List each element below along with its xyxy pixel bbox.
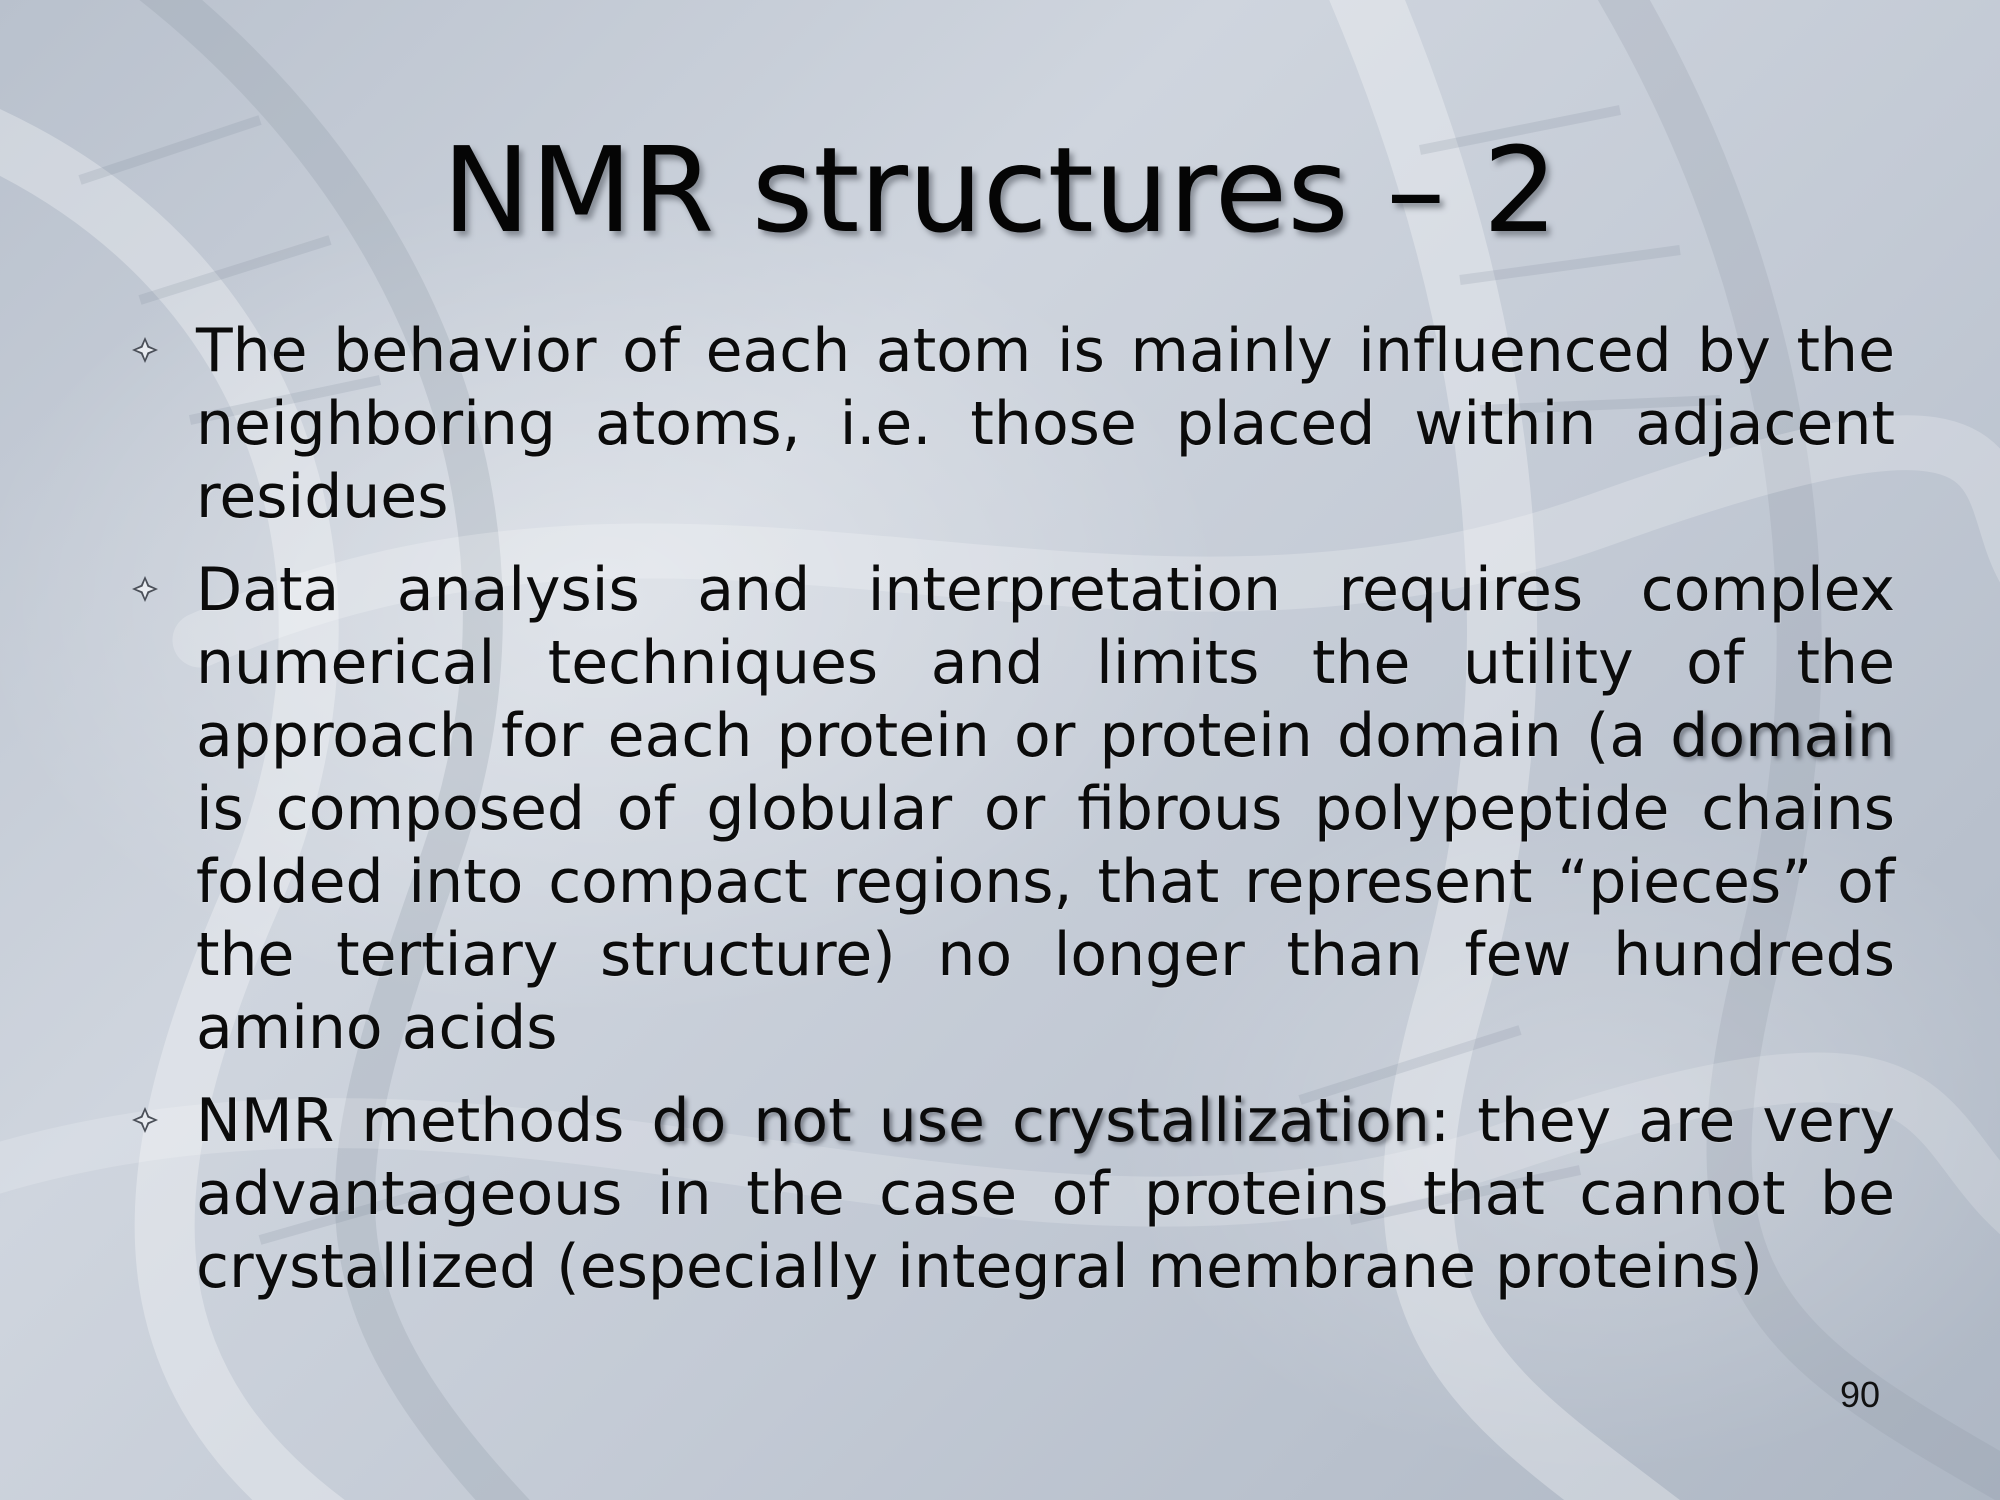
bullet-text: is composed of globular or fibrous polypeptide chains folded into compact regions, that represent “pieces” of the tertiary structure) no longer than few hundreds amino acids xyxy=(196,774,1895,1063)
bullet-item xyxy=(130,315,1895,534)
bullet-text: The behavior of each atom is mainly influenced by the neighboring atoms, i.e. those placed within adjacent residues xyxy=(196,316,1895,532)
bullet-item xyxy=(130,1085,1895,1304)
bullet-list xyxy=(130,315,1895,1324)
bullet-text: Data analysis and interpretation requires complex numerical techniques and limits the utility of the approach for each protein or protein domain (a xyxy=(196,555,1895,771)
bullet-item xyxy=(130,554,1895,1065)
page-number: 90 xyxy=(1839,1374,1880,1415)
sparkle-bullet-icon xyxy=(132,1107,158,1133)
highlighted-term: domain xyxy=(1670,701,1895,771)
highlighted-term: do not use crystallization xyxy=(651,1086,1430,1156)
sparkle-bullet-icon xyxy=(132,337,158,363)
slide-title: NMR structures – 2 xyxy=(442,121,1558,259)
bullet-text: : they are very advantageous in the case of proteins that cannot be crystallized (especially integral membrane proteins) xyxy=(196,1086,1895,1302)
bullet-text: NMR methods xyxy=(196,1086,652,1156)
sparkle-bullet-icon xyxy=(132,576,158,602)
